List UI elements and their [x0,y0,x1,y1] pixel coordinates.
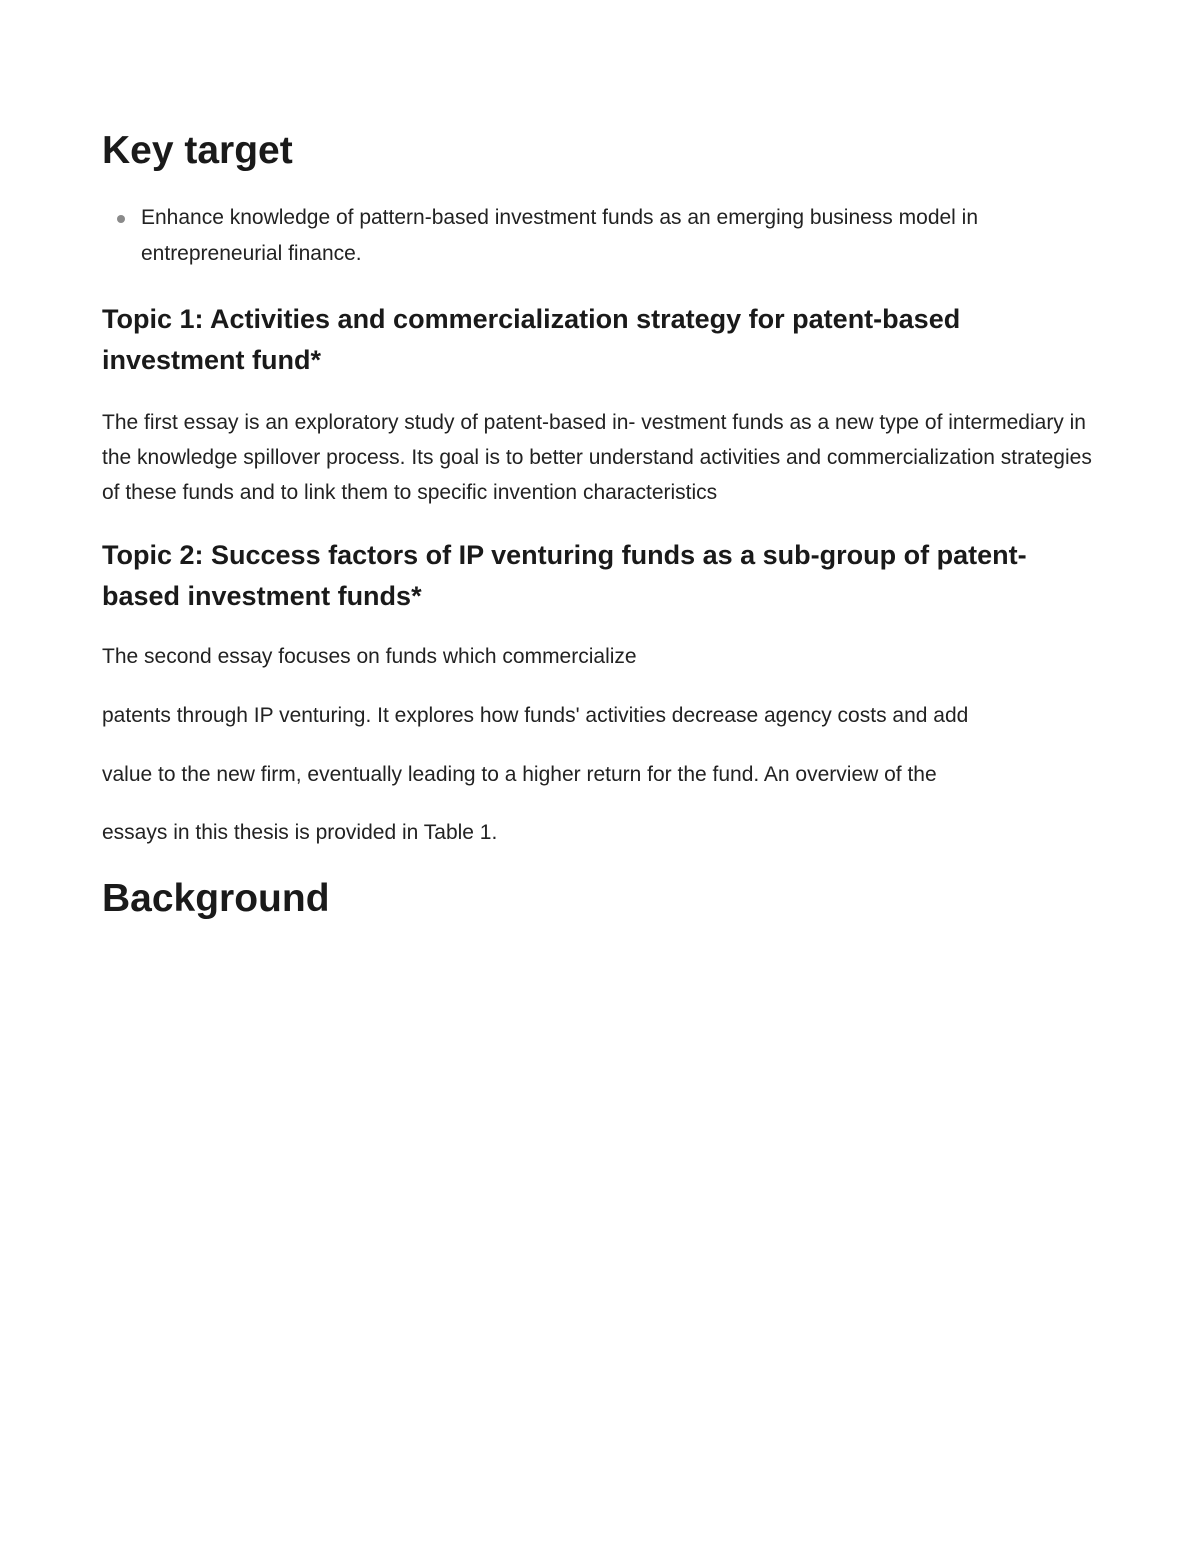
topic2-line: The second essay focuses on funds which commercialize [102,645,637,668]
topic2-line: value to the new firm, eventually leading to a higher return for the fund. An overview of the [102,763,937,786]
topic2-line: essays in this thesis is provided in Table 1. [102,821,498,844]
key-target-heading: Key target [102,129,293,172]
topic2-heading: Topic 2: Success factors of IP venturing funds as a sub-group of patent-based investment funds* [102,540,1027,611]
bullet-icon [117,215,125,223]
topic1-paragraph: The first essay is an exploratory study of patent-based in- vestment funds as a new type of intermediary in the knowledge spillover process. Its goal is to better understand activities and commercialization strategies of these funds and to link them to specific invention characteristics [102,411,1092,504]
topic1-heading: Topic 1: Activities and commercialization strategy for patent-based investment fund* [102,304,961,375]
bullet-text: Enhance knowledge of pattern-based investment funds as an emerging business model in entrepreneurial finance. [141,206,979,265]
key-target-list [102,200,1102,272]
list-item [102,200,1102,272]
topic2-line: patents through IP venturing. It explores how funds' activities decrease agency costs and add [102,704,969,727]
background-heading: Background [102,877,330,920]
